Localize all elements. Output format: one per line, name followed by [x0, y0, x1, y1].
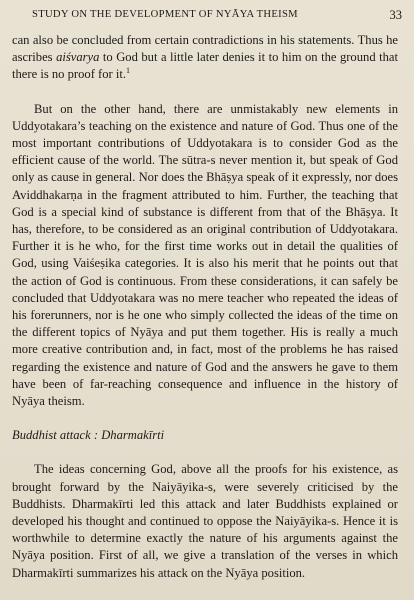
paragraph-text: to God but a little later denies it to him on the ground that there is no proof for it.	[12, 50, 398, 82]
body-text	[12, 32, 398, 600]
running-title: STUDY ON THE DEVELOPMENT OF NYĀYA THEISM	[32, 9, 298, 20]
paragraph-continued	[12, 32, 398, 84]
paragraph-text: can also be concluded from certain contradictions in his statements. Thus he ascribes	[12, 33, 398, 65]
paragraph: But on the other hand, there are unmistakably new elements in Uddyotakara’s teaching on the existence and nature of God. Thus one of the most important contributions of Uddyotakara is to consider God as the efficient cause of the world. The sūtra-s never mention it, but speak of God only as cause in general. Nor does the Bhāṣya speak of it expressly, nor does Aviddhakarṇa in the fragment attributed to him. Further, the teaching that God is a special kind of substance is different from that of the Bhāṣya. It has, therefore, to be considered as an original contribution of Uddyotakara. Further it is he who, for the first time works out in detail the qualities of God, using Vaiśeṣika categories. It is also his merit that he points out that the action of God is continuous. From these considerations, it can safely be concluded that Uddyotakara was no mere teacher who repeated the ideas of his forerunners, nor is he one who simply collected the ideas of the time on the different topics of Nyāya and put them together. His is really a much more creative contribution and, in fact, most of the problems he has raised regarding the existence and nature of God and the answers he gave to them have been of far-reaching consequence and influence in the history of Nyāya theism.	[12, 101, 398, 409]
sanskrit-term: aiśvarya	[56, 50, 100, 65]
footnote-marker: 1	[126, 66, 131, 76]
section-heading: Buddhist attack : Dharmakīrti	[12, 428, 165, 443]
running-head	[32, 6, 402, 26]
page-number: 33	[389, 8, 402, 22]
paragraph: The ideas concerning God, above all the proofs for his existence, as brought forward by the Naiyāyika-s, were severely criticised by the Buddhists. Dharmakīrti led this attack and later Buddhists explained or developed his thought and continued to oppose the Naiyāyika-s. Hence it is worthwhile to determine exactly the nature of his arguments against the Nyāya position. First of all, we give a translation of the verses in which Dharmakīrti summarizes his attack on the Nyāya position.	[12, 462, 398, 580]
